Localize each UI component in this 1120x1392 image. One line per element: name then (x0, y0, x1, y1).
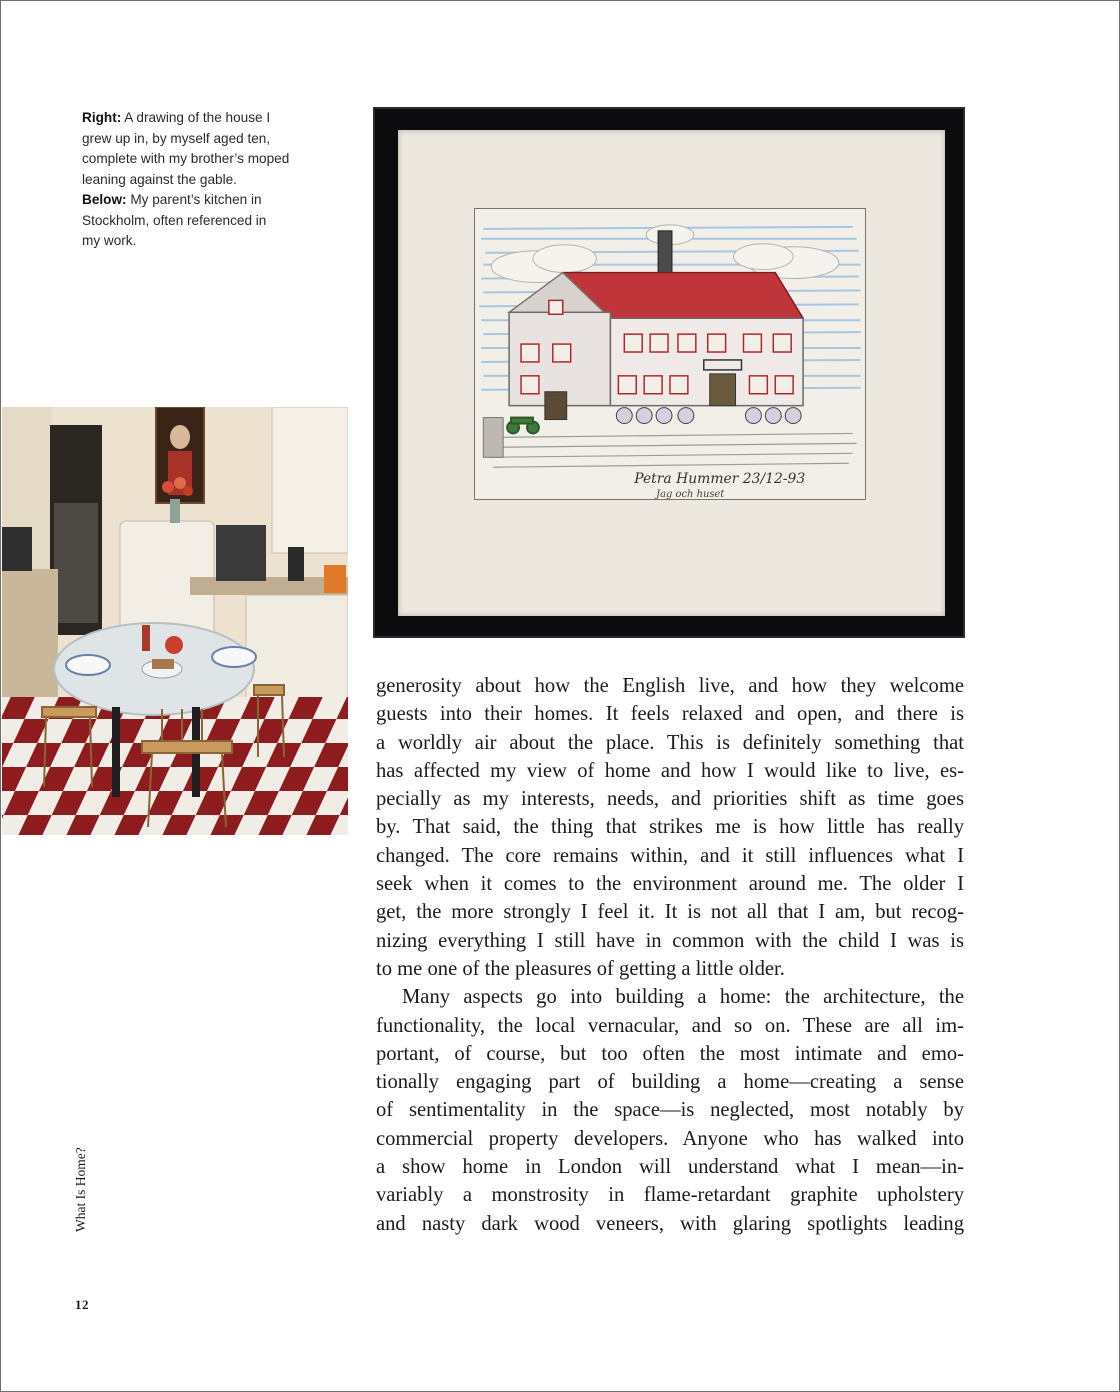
caption-line (82, 190, 352, 211)
picture-mat (398, 130, 945, 616)
body-text-line: seek when it comes to the environment around me. The older I (376, 873, 964, 896)
drawing-signature: Petra Hummer 23/12-93 (634, 471, 806, 488)
caption-line: leaning against the gable. (82, 171, 237, 187)
body-text-line: pecially as my interests, needs, and priorities shift as time goes (376, 788, 964, 811)
body-text-line: portant, of course, but too often the most intimate and emo- (376, 1042, 964, 1065)
body-text-line: nizing everything I still have in common with the child I was is (376, 929, 964, 952)
body-text-line: guests into their homes. It feels relaxed and open, and there is (376, 703, 964, 726)
caption-below-text: My parent’s kitchen in (130, 192, 262, 207)
kitchen-illustration (2, 407, 348, 835)
body-text-line: changed. The core remains within, and it still influences what I (376, 844, 964, 867)
body-text-line: commercial property developers. Anyone who has walked into (376, 1127, 964, 1150)
body-text-line: a show home in London will understand what I mean—in- (376, 1156, 964, 1179)
caption-line: my work. (82, 233, 137, 248)
body-text-line: of sentimentality in the space—is neglected, most notably by (376, 1099, 964, 1122)
photo-caption (82, 108, 352, 252)
framed-drawing-photo (373, 107, 965, 638)
drawing-signature-sub: Jag och huset (656, 489, 725, 499)
body-text (376, 672, 964, 1238)
caption-right-label: Right: (82, 110, 122, 125)
body-text-line: generosity about how the English live, and how they welcome (376, 675, 964, 697)
body-text-line: get, the more strongly I feel it. It is not all that I am, but recog- (376, 901, 964, 924)
body-text-line: tionally engaging part of building a home—creating a sense (376, 1071, 964, 1094)
house-drawing (474, 208, 866, 500)
page-number: 12 (75, 1297, 89, 1312)
caption-right-text: A drawing of the house I (124, 110, 271, 125)
caption-below-label: Below: (82, 192, 127, 207)
body-text-line: functionality, the local vernacular, and so on. These are all im- (376, 1014, 964, 1037)
caption-line: Stockholm, often referenced in (82, 212, 267, 228)
caption-line: complete with my brother’s moped (82, 151, 290, 166)
body-text-line: variably a monstrosity in flame-retardant graphite upholstery (376, 1184, 964, 1207)
body-text-line: by. That said, the thing that strikes me is how little has really (376, 816, 964, 839)
running-head: What Is Home? (73, 1147, 88, 1232)
body-text-line: to me one of the pleasures of getting a little older. (376, 957, 785, 980)
body-text-line: has affected my view of home and how I would like to live, es- (376, 759, 964, 782)
kitchen-photo (2, 407, 348, 835)
body-text-line: Many aspects go into building a home: the architecture, the (402, 986, 964, 1009)
caption-line: grew up in, by myself aged ten, (82, 130, 271, 146)
body-text-line: and nasty dark wood veneers, with glaring spotlights leading (376, 1212, 964, 1235)
caption-line (82, 108, 352, 129)
body-text-line: a worldly air about the place. This is definitely something that (376, 731, 964, 754)
house-drawing-illustration (475, 209, 865, 499)
